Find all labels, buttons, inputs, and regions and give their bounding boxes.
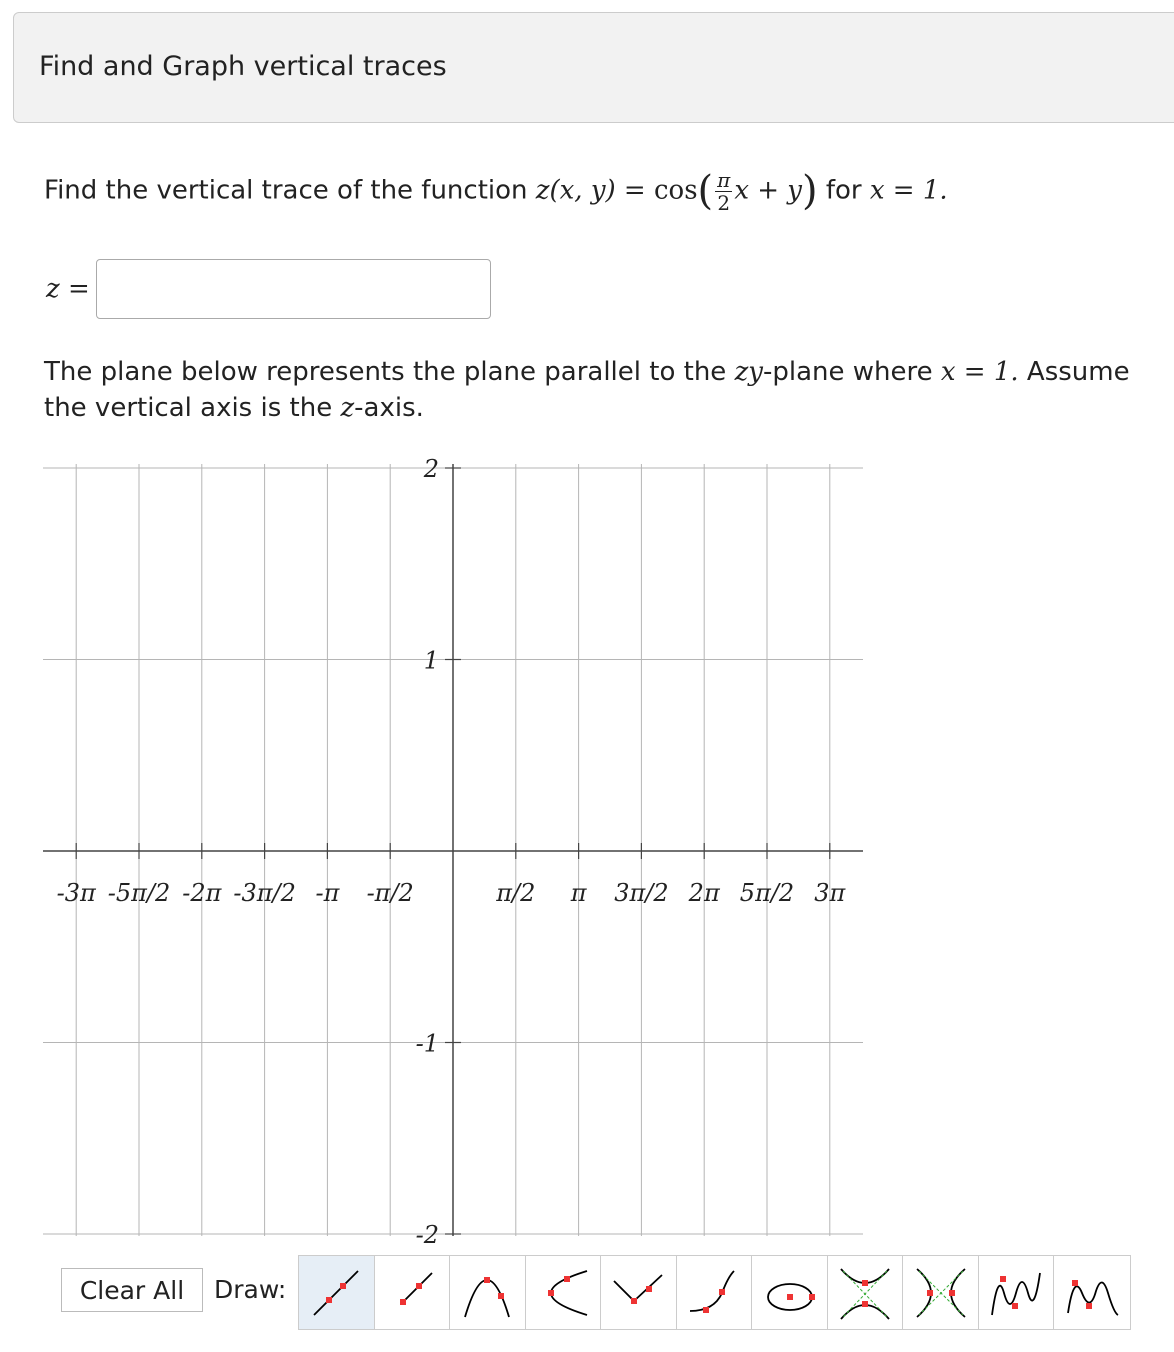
cosine-tool[interactable] <box>1054 1256 1130 1329</box>
x-tick-label: -π/2 <box>366 879 414 907</box>
x-tick-label: 3π/2 <box>614 879 669 907</box>
parabola-down-tool[interactable] <box>450 1256 526 1329</box>
parabola-side-tool[interactable] <box>526 1256 602 1329</box>
circle-tool[interactable] <box>752 1256 828 1329</box>
x-tick-label: -2π <box>182 879 222 907</box>
hyperbola-horizontal-icon <box>911 1263 971 1323</box>
x-tick-label: 2π <box>688 879 720 907</box>
description-part3: Assume the vertical axis is the <box>44 357 1130 423</box>
sine-icon <box>986 1263 1046 1323</box>
x-tick-label: 3π <box>814 879 846 907</box>
equals-sign: = <box>615 175 654 206</box>
function-lhs: z(x, y) <box>535 175 616 206</box>
plane-name: zy <box>734 357 763 387</box>
description-part4: -axis. <box>354 393 424 423</box>
cosine-icon <box>1062 1263 1122 1323</box>
clear-all-button[interactable]: Clear All <box>61 1268 203 1312</box>
y-tick-label: 2 <box>423 455 439 483</box>
cubic-icon <box>684 1263 744 1323</box>
parabola-down-icon <box>457 1263 517 1323</box>
question-condition: x = 1. <box>869 175 948 206</box>
cubic-tool[interactable] <box>677 1256 753 1329</box>
ray-tool[interactable] <box>375 1256 451 1329</box>
for-text: for <box>817 175 870 206</box>
line-tool[interactable] <box>299 1256 375 1329</box>
x-tick-label: -3π/2 <box>233 879 296 907</box>
description-condition: x = 1. <box>940 357 1019 387</box>
draw-label: Draw: <box>214 1275 287 1304</box>
hyperbola-vertical-tool[interactable] <box>828 1256 904 1329</box>
axes <box>43 464 863 1236</box>
description-part1: The plane below represents the plane parallel to the <box>44 357 735 387</box>
hyperbola-horizontal-tool[interactable] <box>903 1256 979 1329</box>
right-paren: ) <box>801 168 818 214</box>
left-paren: ( <box>697 168 714 214</box>
sine-tool[interactable] <box>979 1256 1055 1329</box>
x-tick-labels <box>57 879 847 907</box>
x-tick-label: -3π <box>56 879 96 907</box>
x-tick-label: π/2 <box>496 879 536 907</box>
x-tick-label: 5π/2 <box>739 879 795 907</box>
answer-label: z = <box>46 274 90 304</box>
x-tick-label: -5π/2 <box>107 879 171 907</box>
fraction-numerator: π <box>717 167 731 192</box>
inner-expression: x + y <box>734 175 802 206</box>
y-tick-label: 1 <box>423 646 439 675</box>
question-prefix: Find the vertical trace of the function <box>44 175 536 206</box>
cos-label: cos <box>653 175 698 206</box>
fraction-denominator: 2 <box>717 190 731 215</box>
circle-icon <box>760 1263 820 1323</box>
x-tick-label: π <box>570 879 587 907</box>
y-tick-label: -1 <box>415 1029 439 1058</box>
description-part2: -plane where <box>762 357 941 387</box>
axis-name: z <box>340 393 355 423</box>
parabola-side-icon <box>533 1263 593 1323</box>
absolute-value-icon <box>608 1263 668 1323</box>
page-title: Find and Graph vertical traces <box>39 51 447 82</box>
ray-icon <box>382 1263 442 1323</box>
x-tick-label: -π <box>315 879 340 907</box>
draw-toolbar <box>298 1255 1131 1330</box>
absolute-value-tool[interactable] <box>601 1256 677 1329</box>
y-tick-label: -2 <box>415 1221 439 1249</box>
hyperbola-vertical-icon <box>835 1263 895 1323</box>
y-tick-labels <box>416 455 439 1249</box>
line-icon <box>306 1263 366 1323</box>
